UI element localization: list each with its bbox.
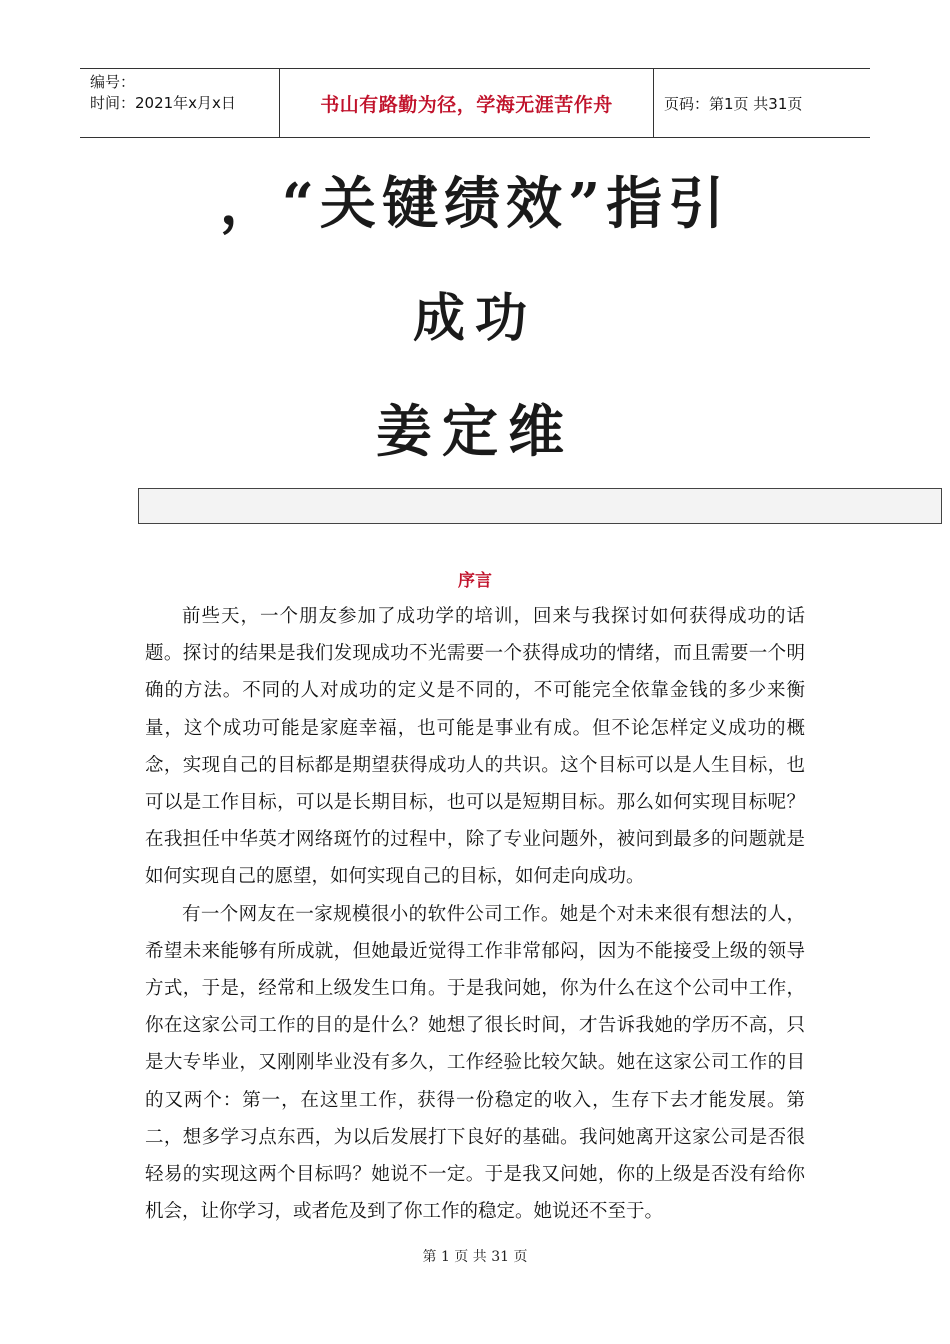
empty-text-box — [138, 488, 942, 524]
title-line-1: ，“关键绩效”指引 — [219, 171, 731, 237]
header-meta — [80, 69, 280, 137]
time-label: 时间：2021年x月x日 — [90, 94, 236, 112]
title-line-2: 成功 — [412, 288, 537, 349]
page-footer: 第 1 页 共 31 页 — [422, 1249, 528, 1265]
motto: 书山有路勤为径，学海无涯苦作舟 — [320, 93, 613, 116]
section-title: 序言 — [458, 571, 492, 591]
page-info: 页码：第1页 共31页 — [664, 94, 803, 113]
paragraph: 有一个网友在一家规模很小的软件公司工作。她是个对未来很有想法的人，希望未来能够有所成就，但她最近觉得工作非常郁闷，因为不能接受上级的领导方式，于是，经常和上级发生口角。于是我问她，你为什么在这个公司中工作，你在这家公司工作的目的是什么？她想了很长时间，才告诉我她的学历不高，只是大专毕业，又刚刚毕业没有多久，工作经验比较欠缺。她在这家公司工作的目的又两个：第一，在这里工作，获得一份稳定的收入，生存下去才能发展。第二，想多学习点东西，为以后发展打下良好的基础。我问她离开这家公司是否很轻易的实现这两个目标吗？她说不一定。于是我又问她，你的上级是否没有给你机会，让你学习，或者危及到了你工作的稳定。她说还不至于。 — [145, 903, 805, 1223]
body-text — [145, 598, 805, 1230]
header-page-cell — [654, 69, 870, 137]
author-name: 姜定维 — [376, 399, 574, 465]
document-header — [80, 68, 870, 138]
paragraph: 前些天，一个朋友参加了成功学的培训，回来与我探讨如何获得成功的话题。探讨的结果是我们发现成功不光需要一个获得成功的情绪，而且需要一个明确的方法。不同的人对成功的定义是不同的，不可能完全依靠金钱的多少来衡量，这个成功可能是家庭幸福，也可能是事业有成。但不论怎样定义成功的概念，实现自己的目标都是期望获得成功人的共识。这个目标可以是人生目标，也可以是工作目标，可以是长期目标，也可以是短期目标。那么如何实现目标呢？在我担任中华英才网络斑竹的过程中，除了专业问题外，被问到最多的问题就是如何实现自己的愿望，如何实现自己的目标，如何走向成功。 — [145, 606, 805, 888]
number-label: 编号： — [90, 73, 136, 91]
header-motto-cell — [280, 69, 654, 137]
